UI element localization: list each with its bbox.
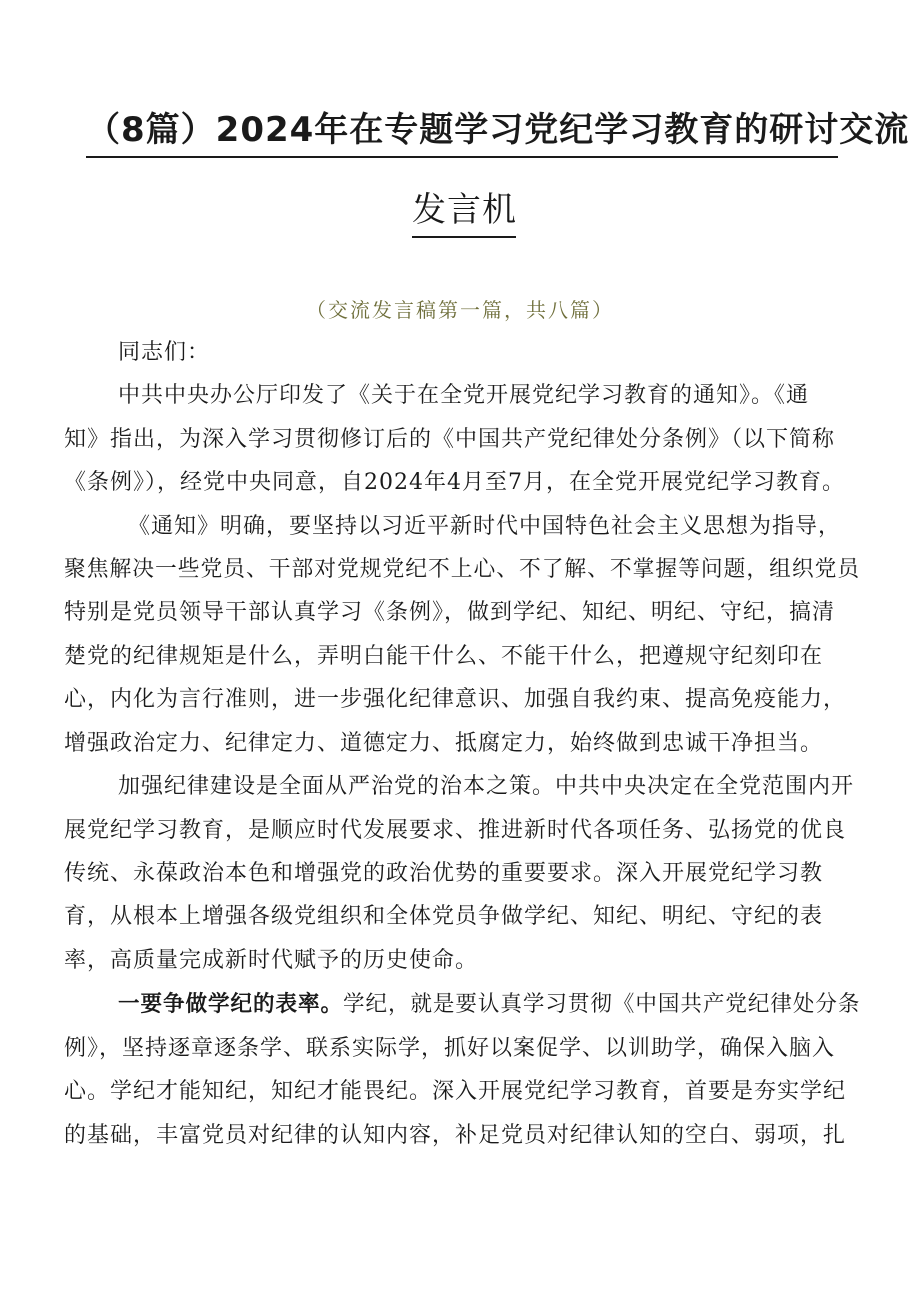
body-line: 育，从根本上增强各级党组织和全体党员争做学纪、知纪、明纪、守纪的表 [64,904,824,929]
body-line: 加强纪律建设是全面从严治党的治本之策。中共中央决定在全党范围内开 [118,774,855,799]
section-heading: 一要争做学纪的表率。 [118,992,343,1017]
body-line: 例》，坚持逐章逐条学、联系实际学，抓好以案促学、以训助学，确保入脑入 [64,1036,836,1061]
greeting: 同志们： [118,340,211,365]
document-subtitle: （交流发言稿第一篇，共八篇） [306,298,614,322]
title-text-2: 发言机 [412,190,517,230]
title-text-1: （8篇）2024年在专题学习党纪学习教育的研讨交流 [86,110,910,150]
document-title-line-1 [86,108,910,158]
body-line: 《条例》），经党中央同意，自2024年4月至7月，在全党开展党纪学习教育。 [64,470,845,495]
body-line: 中共中央办公厅印发了《关于在全党开展党纪学习教育的通知》。《通 [118,383,810,408]
body-line: 楚党的纪律规矩是什么，弄明白能干什么、不能干什么，把遵规守纪刻印在 [64,644,824,669]
body-line: 率，高质量完成新时代赋予的历史使命。 [64,948,479,973]
body-line: 聚焦解决一些党员、干部对党规党纪不上心、不了解、不掌握等问题，组织党员 [64,557,861,582]
body-line: 展党纪学习教育，是顺应时代发展要求、推进新时代各项任务、弘扬党的优良 [64,818,847,843]
document-title-line-2 [412,188,516,238]
body-line: 知》指出，为深入学习贯彻修订后的《中国共产党纪律处分条例》（以下简称 [64,427,836,452]
body-line-text: 学纪，就是要认真学习贯彻《中国共产党纪律处分条 [342,992,861,1017]
body-line: 心，内化为言行准则，进一步强化纪律意识、加强自我约束、提高免疫能力， [64,687,847,712]
body-line: 《通知》明确，要坚持以习近平新时代中国特色社会主义思想为指导， [128,514,842,539]
body-line: 的基础，丰富党员对纪律的认知内容，补足党员对纪律认知的空白、弱项，扎 [64,1123,847,1148]
body-line: 特别是党员领导干部认真学习《条例》，做到学纪、知纪、明纪、守纪，搞清 [64,600,836,625]
body-line: 增强政治定力、纪律定力、道德定力、抵腐定力，始终做到忠诚干净担当。 [64,731,824,756]
body-line: 传统、永葆政治本色和增强党的政治优势的重要要求。深入开展党纪学习教 [64,861,824,886]
body-line: 心。学纪才能知纪，知纪才能畏纪。深入开展党纪学习教育，首要是夯实学纪 [64,1079,847,1104]
body-line-with-heading [118,990,860,1020]
